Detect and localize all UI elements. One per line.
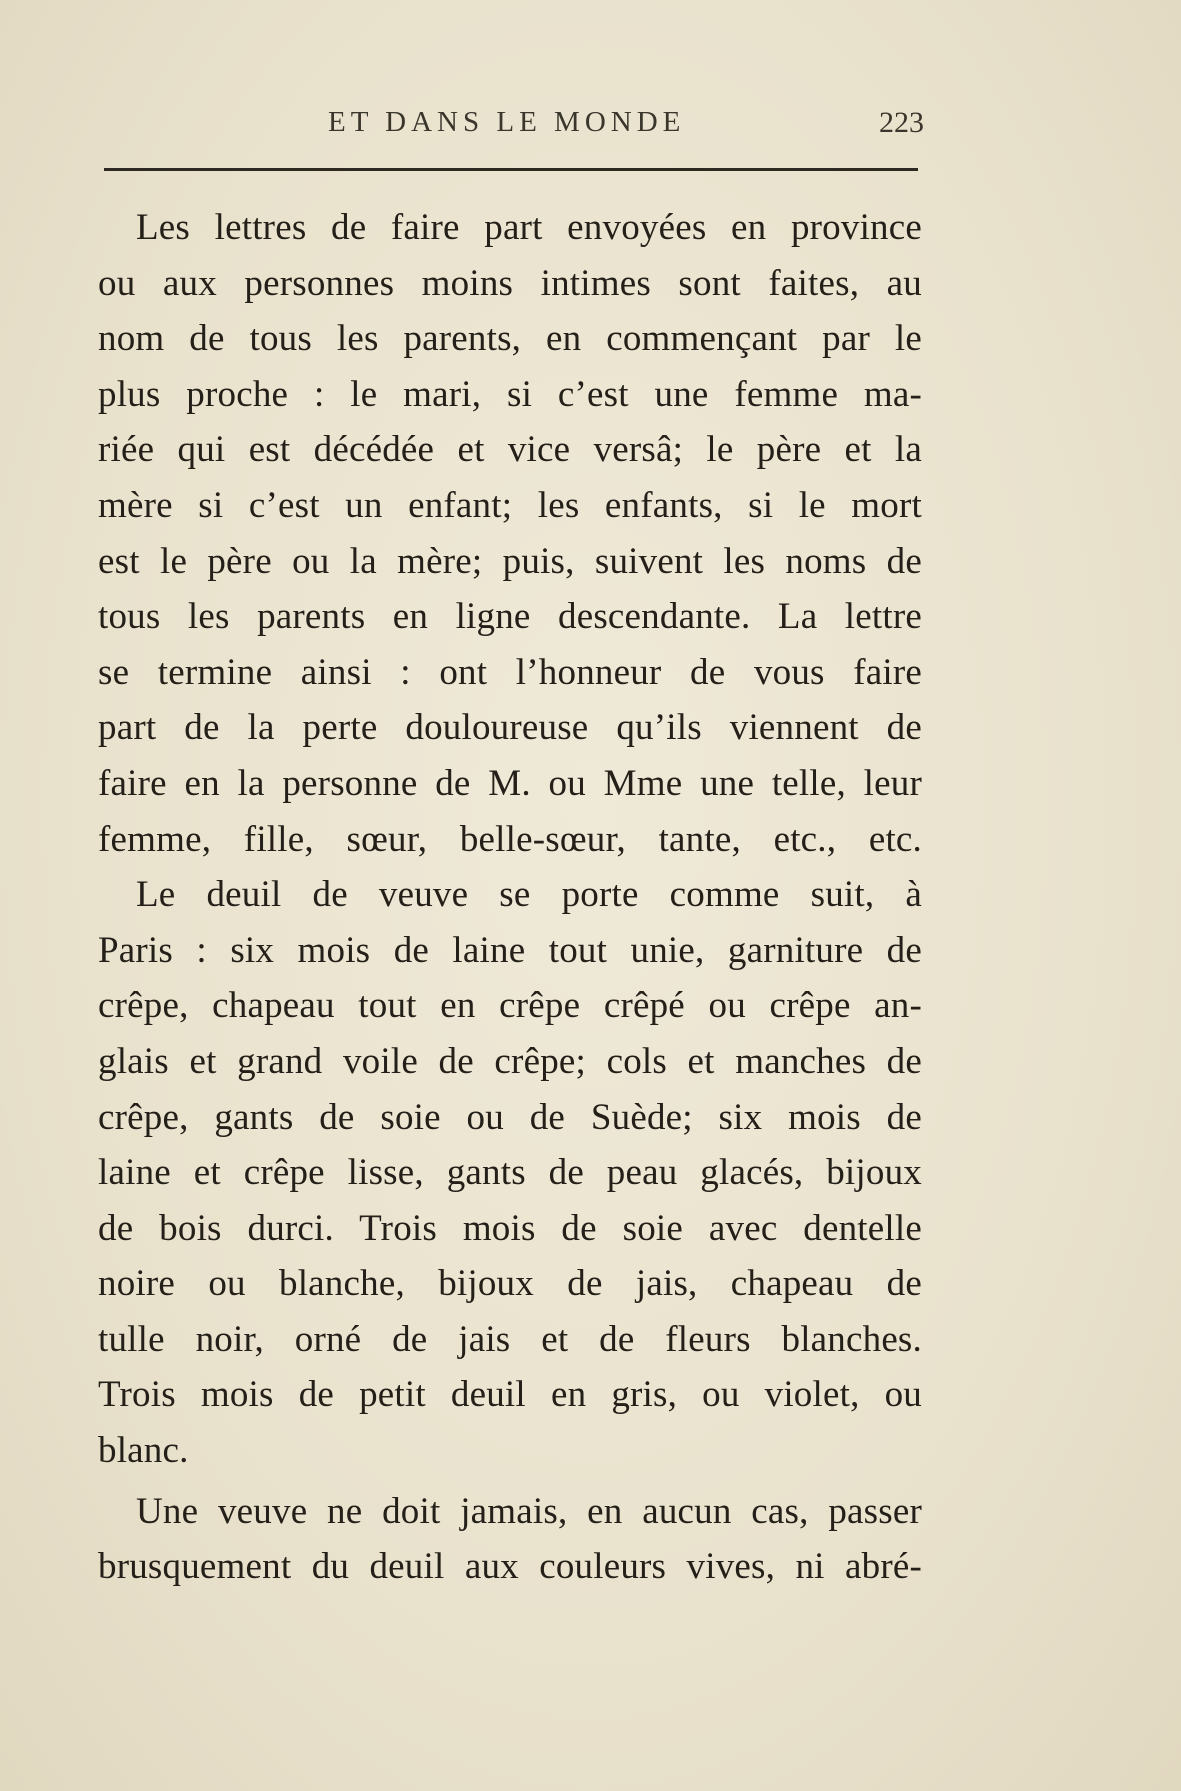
text-line: laine et crêpe lisse, gants de peau glacés, bijoux	[98, 1152, 922, 1194]
page-number: 223	[879, 106, 924, 139]
text-line: part de la perte douloureuse qu’ils viennent de	[98, 707, 922, 749]
text-line: femme, fille, sœur, belle-sœur, tante, etc., etc.	[98, 818, 922, 860]
text-line: ou aux personnes moins intimes sont faites, au	[98, 262, 922, 304]
header-rule	[104, 168, 918, 171]
text-line: Paris : six mois de laine tout unie, garniture de	[98, 929, 922, 971]
text-line: est le père ou la mère; puis, suivent les noms de	[98, 540, 922, 582]
text-line: faire en la personne de M. ou Mme une telle, leur	[98, 762, 922, 804]
text-line: crêpe, gants de soie ou de Suède; six mois de	[98, 1096, 922, 1138]
text-line: riée qui est décédée et vice versâ; le père et la	[98, 429, 922, 471]
text-line: noire ou blanche, bijoux de jais, chapeau de	[98, 1263, 922, 1305]
text-line: brusquement du deuil aux couleurs vives, ni abré-	[98, 1546, 922, 1588]
text-line: de bois durci. Trois mois de soie avec dentelle	[98, 1207, 922, 1249]
text-line: blanc.	[98, 1430, 189, 1472]
paragraph-1	[98, 200, 922, 867]
text-line: tulle noir, orné de jais et de fleurs blanches.	[98, 1318, 922, 1360]
text-line: nom de tous les parents, en commençant par le	[98, 318, 922, 360]
body-text	[98, 200, 922, 1595]
text-line: crêpe, chapeau tout en crêpe crêpé ou crêpe an-	[98, 985, 922, 1027]
paragraph-2	[98, 867, 922, 1479]
text-line: glais et grand voile de crêpe; cols et manches de	[98, 1040, 922, 1082]
text-line: mère si c’est un enfant; les enfants, si le mort	[98, 484, 922, 526]
page-header	[104, 100, 924, 148]
text-line: plus proche : le mari, si c’est une femme ma-	[98, 373, 922, 415]
paragraph-3	[98, 1484, 922, 1595]
running-head: ET DANS LE MONDE	[328, 106, 686, 138]
text-line: se termine ainsi : ont l’honneur de vous faire	[98, 651, 922, 693]
text-line: Le deuil de veuve se porte comme suit, à	[136, 874, 922, 916]
text-line: tous les parents en ligne descendante. La lettre	[98, 596, 922, 638]
text-line: Trois mois de petit deuil en gris, ou violet, ou	[98, 1374, 922, 1416]
text-line: Les lettres de faire part envoyées en province	[136, 207, 922, 248]
text-line: Une veuve ne doit jamais, en aucun cas, passer	[136, 1490, 922, 1532]
